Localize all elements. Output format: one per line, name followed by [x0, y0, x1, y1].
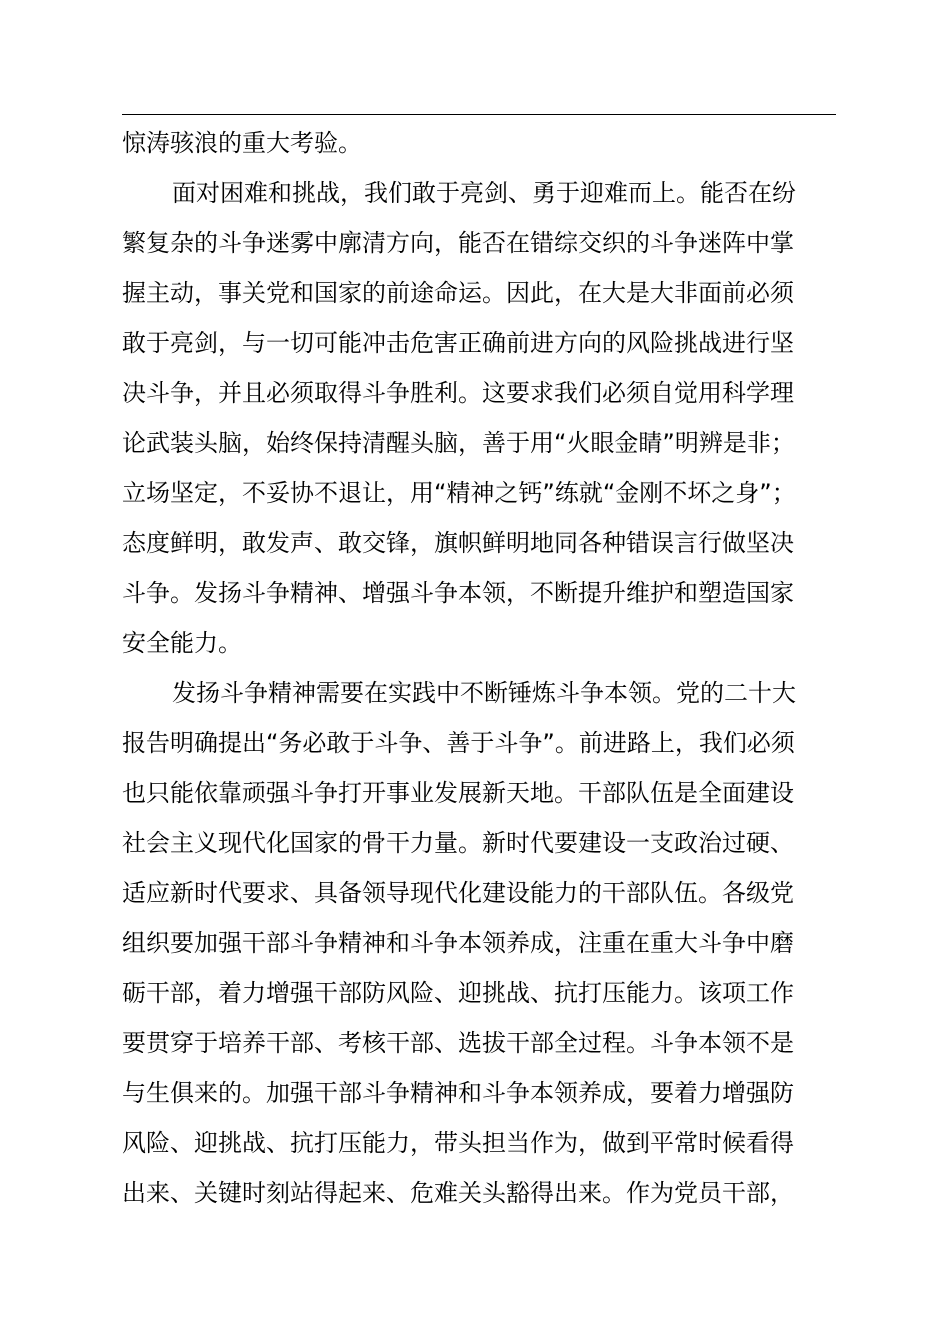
- text-line: 适应新时代要求、具备领导现代化建设能力的干部队伍。各级党: [122, 879, 794, 907]
- text-line: 要贯穿于培养干部、考核干部、选拔干部全过程。斗争本领不是: [122, 1029, 794, 1057]
- paragraph-first-line: 面对困难和挑战，我们敢于亮剑、勇于迎难而上。能否在纷: [172, 179, 796, 207]
- text-line: 组织要加强干部斗争精神和斗争本领养成，注重在重大斗争中磨: [122, 929, 794, 957]
- text-line: 风险、迎挑战、抗打压能力，带头担当作为，做到平常时候看得: [122, 1129, 794, 1157]
- text-line: 砺干部，着力增强干部防风险、迎挑战、抗打压能力。该项工作: [122, 979, 794, 1007]
- text-line: 安全能力。: [122, 629, 242, 657]
- text-line: 出来、关键时刻站得起来、危难关头豁得出来。作为党员干部，: [122, 1179, 794, 1207]
- header-rule: [122, 114, 836, 115]
- text-line: 敢于亮剑，与一切可能冲击危害正确前进方向的风险挑战进行坚: [122, 329, 794, 357]
- text-line: 与生俱来的。加强干部斗争精神和斗争本领养成，要着力增强防: [122, 1079, 794, 1107]
- text-line: 报告明确提出“务必敢于斗争、善于斗争”。前进路上，我们必须: [122, 729, 795, 757]
- text-line: 态度鲜明，敢发声、敢交锋，旗帜鲜明地同各种错误言行做坚决: [122, 529, 794, 557]
- text-line: 论武装头脑，始终保持清醒头脑，善于用“火眼金睛”明辨是非；: [122, 429, 795, 457]
- text-line: 斗争。发扬斗争精神、增强斗争本领，不断提升维护和塑造国家: [122, 579, 794, 607]
- text-line: 社会主义现代化国家的骨干力量。新时代要建设一支政治过硬、: [122, 829, 794, 857]
- text-line: 决斗争，并且必须取得斗争胜利。这要求我们必须自觉用科学理: [122, 379, 794, 407]
- text-line: 繁复杂的斗争迷雾中廓清方向，能否在错综交织的斗争迷阵中掌: [122, 229, 794, 257]
- text-line: 握主动，事关党和国家的前途命运。因此，在大是大非面前必须: [122, 279, 794, 307]
- paragraph-first-line: 发扬斗争精神需要在实践中不断锤炼斗争本领。党的二十大: [172, 679, 796, 707]
- text-line: 也只能依靠顽强斗争打开事业发展新天地。干部队伍是全面建设: [122, 779, 794, 807]
- text-line: 立场坚定，不妥协不退让，用“精神之钙”练就“金刚不坏之身”；: [122, 479, 796, 507]
- text-line: 惊涛骇浪的重大考验。: [122, 129, 362, 157]
